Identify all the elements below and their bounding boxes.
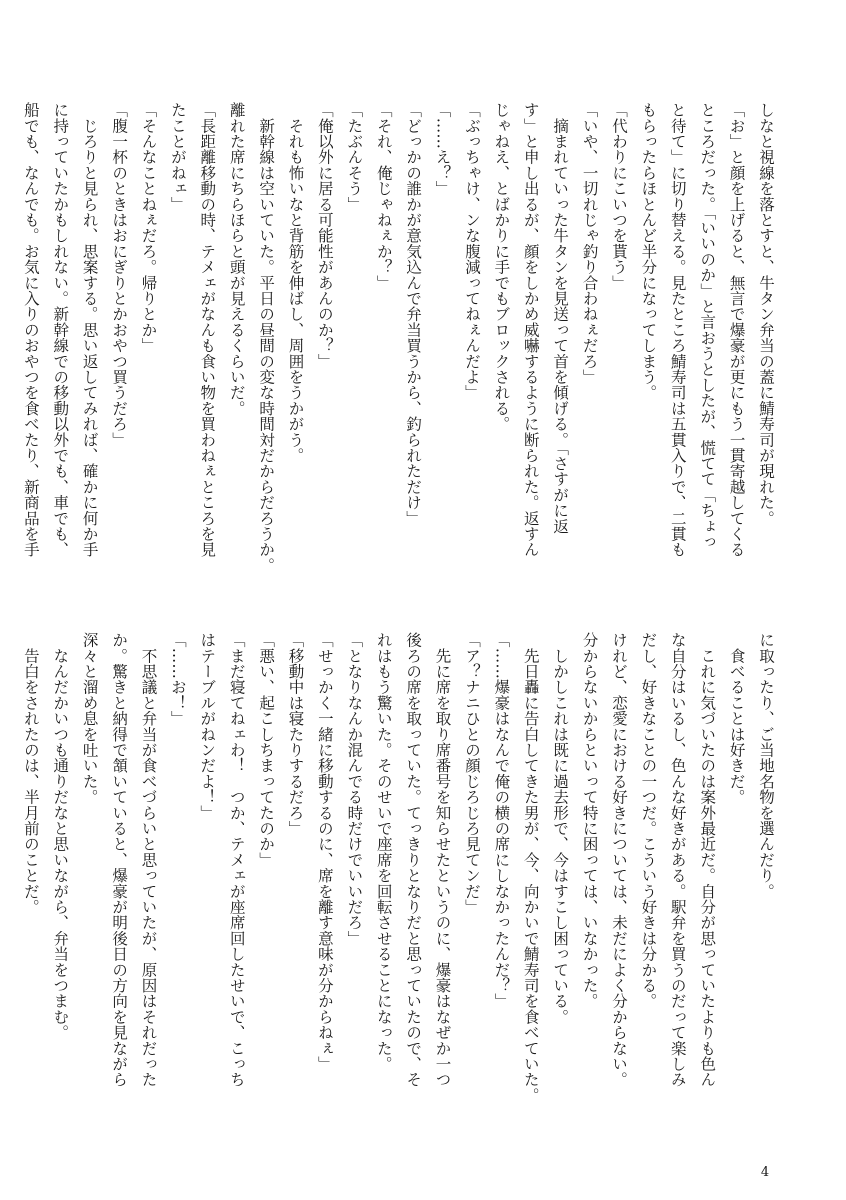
text-line: 「そんなことねぇだろ。帰りとか」 — [139, 102, 158, 354]
text-line: 「となりなんか混んでる時だけでいいだろ」 — [345, 632, 364, 946]
text-line: 「腹一杯のときはおにぎりとかおやつ買うだろ」 — [110, 102, 129, 448]
text-line: か。驚きと納得で頷いていると、爆豪が明後日の方向を見ながら — [110, 632, 129, 1088]
text-line: 「せっかく一緒に移動するのに、席を離す意味が分からねぇ」 — [315, 632, 334, 1072]
text-line: 「まだ寝てねェわ！ つか、テメェが座席回したせいで、こっち — [227, 632, 246, 1088]
text-line: しかしこれは既に過去形で、今はすこし困っている。 — [551, 632, 570, 1025]
text-line: もらったらほとんど半分になってしまう。 — [639, 102, 658, 401]
text-line: 「代わりにこいつを貰う」 — [609, 102, 628, 291]
text-line: と待て」に切り替える。見たところ鯖寿司は五貫入りで、二貫も — [668, 102, 687, 558]
text-line: れはもう驚いた。そのせいで座席を回転させることになった。 — [374, 632, 393, 1072]
text-line: 新幹線は空いていた。平日の昼間の変な時間対だからだろうか。 — [257, 102, 276, 573]
text-line: それも怖いなと背筋を伸ばし、周囲をうかがう。 — [286, 102, 305, 464]
text-line: たことがねェ」 — [168, 102, 187, 212]
text-line: 「長距離移動の時、テメェがなんも食い物を買わねぇところを見 — [198, 102, 217, 558]
text-line: 「どっかの誰かが意気込んで弁当買うから、釣られただけ」 — [404, 102, 423, 526]
text-line: じゃねえ、とばかりに手でもブロックされる。 — [492, 102, 511, 432]
text-line: 「悪い、起こしちまってたのか」 — [257, 632, 276, 868]
text-line: けれど、恋愛における好きについては、未だによく分からない。 — [609, 632, 628, 1088]
text-line: 船でも、なんでも。お気に入りのおやつを食べたり、新商品を手 — [21, 102, 40, 558]
text-line: 先日轟に告白してきた男が、今、向かいで鯖寿司を食べていた。 — [521, 632, 540, 1103]
text-line: これに気づいたのは案外最近だ。自分が思っていたよりも色ん — [698, 632, 717, 1088]
text-line: ところだった。「いいのか」と言おうとしたが、慌てて「ちょっ — [698, 102, 717, 550]
text-line: に持っていたかもしれない。新幹線での移動以外でも、車でも、 — [51, 102, 70, 558]
text-line: 「いや、一切れじゃ釣り合わねぇだろ」 — [580, 102, 599, 385]
text-line: 深々と溜め息を吐いた。 — [80, 632, 99, 805]
page-number: 4 — [760, 1165, 770, 1180]
text-line: なんだかいつも通りだなと思いながら、弁当をつまむ。 — [51, 632, 70, 1041]
text-block-bottom — [21, 632, 780, 1103]
text-line: 食べることは好きだ。 — [727, 632, 746, 805]
text-line: はテーブルがねンだよ！」 — [198, 632, 217, 821]
text-line: 「俺以外に居る可能性があんのか？」 — [315, 102, 334, 369]
text-line: 「ぶっちゃけ、ンな腹減ってねぇんだよ」 — [462, 102, 481, 401]
text-line: じろりと見られ、思案する。思い返してみれば、確かに何か手 — [80, 102, 99, 558]
text-line: 分からないからといって特に困っては、いなかった。 — [580, 632, 599, 1009]
text-line: 「……え？」 — [433, 102, 452, 197]
text-line: だし、好きなことの一つだ。こういう好きは分かる。 — [639, 632, 658, 1009]
text-line: 摘まれていった牛タンを見送って首を傾げる。「さすがに返 — [551, 102, 570, 534]
text-line: 不思議と弁当が食べづらいと思っていたが、原因はそれだった — [139, 632, 158, 1088]
text-line: 告白をされたのは、半月前のことだ。 — [21, 632, 40, 915]
text-line: 先に席を取り席番号を知らせたというのに、爆豪はなぜか一つ — [433, 632, 452, 1088]
text-line: 「お」と顔を上げると、無言で爆豪が更にもう一貫寄越してくる — [727, 102, 746, 558]
text-line: 「……お！」 — [168, 632, 187, 727]
text-line: 後ろの席を取っていた。てっきりとなりだと思っていたので、そ — [404, 632, 423, 1088]
text-line: す」と申し出るが、顔をしかめ威嚇するように断られた。返すん — [521, 102, 540, 558]
text-line: 離れた席にちらほらと頭が見えるくらいだ。 — [227, 102, 246, 416]
text-line: に取ったり、ご当地名物を選んだり。 — [757, 632, 775, 899]
text-line: 「……爆豪はなんで俺の横の席にしなかったんだ？」 — [492, 632, 511, 1009]
text-line: 「移動中は寝たりするだろ」 — [286, 632, 305, 837]
text-line: 「それ、俺じゃねぇか？」 — [374, 102, 393, 291]
text-line: しなと視線を落とすと、牛タン弁当の蓋に鯖寿司が現れた。 — [757, 102, 775, 526]
text-line: な自分はいるし、色んな好きがある。駅弁を買うのだって楽しみ — [668, 632, 687, 1088]
text-line: 「ア？ナニひとの顔じろじろ見てンだ」 — [462, 632, 481, 915]
text-line: 「たぶんそう」 — [345, 102, 364, 212]
text-block-top — [21, 102, 780, 602]
